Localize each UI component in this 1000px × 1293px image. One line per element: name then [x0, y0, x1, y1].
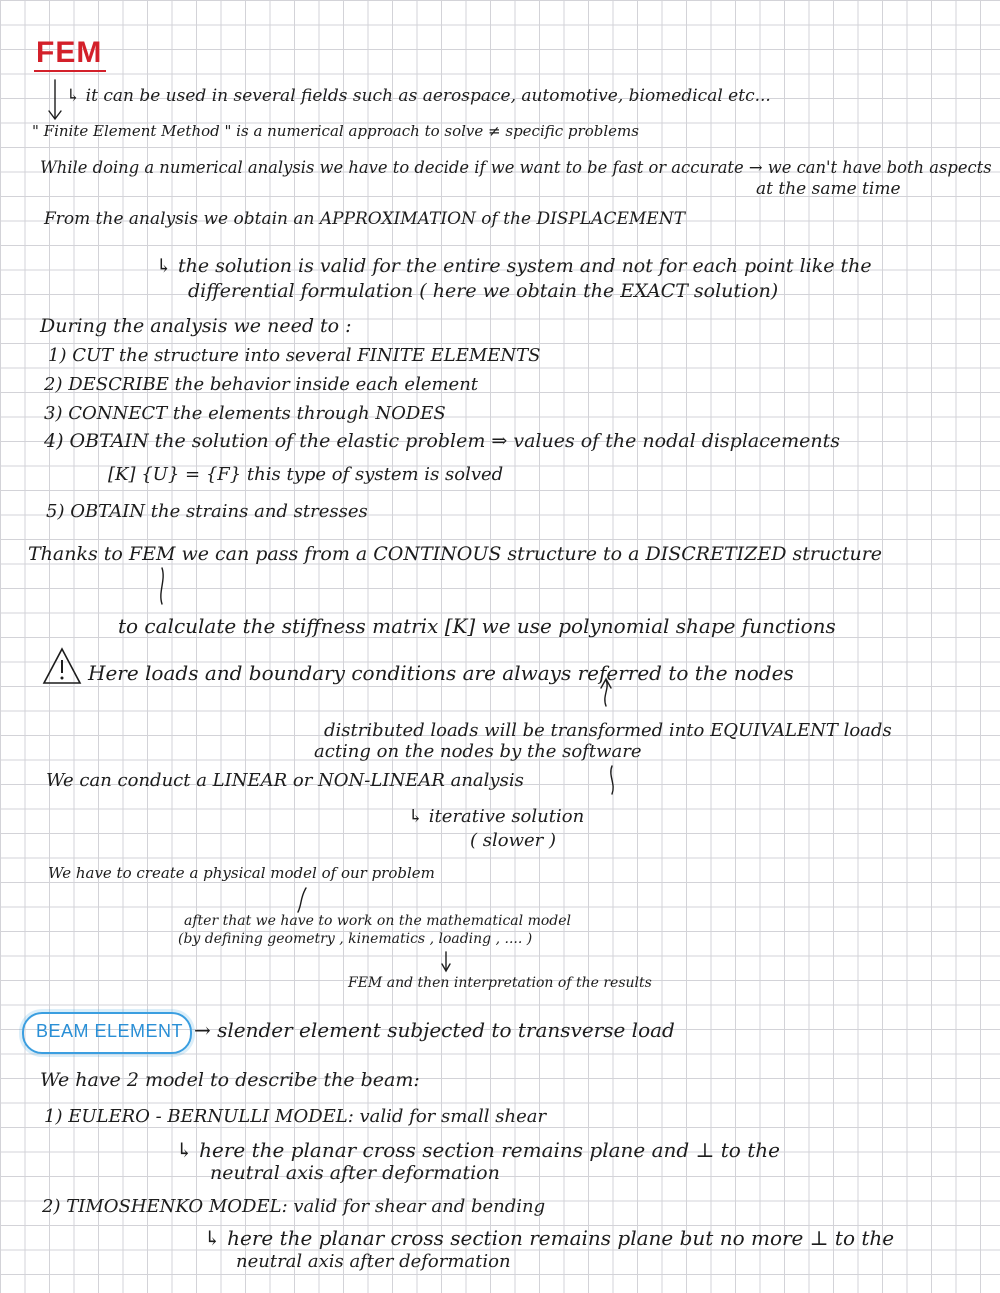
text-line: after that we have to work on the mathematical model: [184, 913, 572, 929]
text-line: 2) DESCRIBE the behavior inside each element: [44, 374, 479, 395]
text-line: 3) CONNECT the elements through NODES: [44, 403, 446, 424]
text-line: → slender element subjected to transverse load: [194, 1018, 675, 1042]
arrow-icon: [161, 568, 163, 604]
text-line: ↳ here the planar cross section remains plane but no more ⊥ to the: [204, 1226, 895, 1250]
arrow-icon: [611, 766, 613, 794]
text-line: 5) OBTAIN the strains and stresses: [46, 501, 368, 522]
text-line: ( slower ): [470, 830, 556, 851]
text-line: [K] {U} = {F} this type of system is solved: [108, 464, 504, 485]
text-line: FEM and then interpretation of the results: [348, 975, 652, 991]
text-line: acting on the nodes by the software: [314, 741, 642, 762]
text-line: to calculate the stiffness matrix [K] we use polynomial shape functions: [118, 614, 836, 638]
text-line: ↳ the solution is valid for the entire system and not for each point like the: [156, 255, 872, 277]
text-line: differential formulation ( here we obtain the EXACT solution): [188, 280, 779, 302]
arrow-icon: [49, 80, 61, 119]
text-line: While doing a numerical analysis we have to decide if we want to be fast or accurate → we can't have both aspects: [40, 158, 992, 177]
text-line: " Finite Element Method " is a numerical approach to solve ≠ specific problems: [32, 122, 639, 140]
warning-triangle-icon: [42, 646, 82, 686]
text-line: neutral axis after deformation: [236, 1251, 511, 1272]
text-line: We have 2 model to describe the beam:: [40, 1069, 420, 1091]
text-line: 1) EULERO - BERNULLI MODEL: valid for small shear: [44, 1106, 547, 1127]
text-line: Here loads and boundary conditions are always referred to the nodes: [88, 661, 794, 685]
text-line: Thanks to FEM we can pass from a CONTINOUS structure to a DISCRETIZED structure: [28, 543, 883, 565]
beam-element-label: BEAM ELEMENT: [36, 1021, 184, 1041]
arrow-icon: [298, 888, 306, 912]
text-line: From the analysis we obtain an APPROXIMATION of the DISPLACEMENT: [44, 209, 685, 229]
text-line: ↳ iterative solution: [408, 806, 585, 827]
text-line: 2) TIMOSHENKO MODEL: valid for shear and bending: [42, 1196, 546, 1217]
arrow-icon: [442, 952, 450, 971]
text-line: ↳ here the planar cross section remains plane and ⊥ to the: [176, 1138, 780, 1162]
text-line: neutral axis after deformation: [210, 1162, 500, 1184]
text-line: 1) CUT the structure into several FINITE ELEMENTS: [48, 345, 541, 366]
text-line: We have to create a physical model of our problem: [48, 864, 435, 882]
text-line: During the analysis we need to :: [40, 315, 352, 337]
text-line: at the same time: [756, 179, 901, 199]
text-line: distributed loads will be transformed into EQUIVALENT loads: [324, 720, 892, 741]
page-title: FEM: [36, 36, 103, 69]
text-line: We can conduct a LINEAR or NON-LINEAR analysis: [46, 770, 524, 791]
text-line: 4) OBTAIN the solution of the elastic problem ⇒ values of the nodal displacements: [44, 430, 841, 452]
text-line: ↳ it can be used in several fields such as aerospace, automotive, biomedical etc...: [66, 86, 771, 106]
text-line: (by defining geometry , kinematics , loading , .... ): [178, 931, 533, 947]
